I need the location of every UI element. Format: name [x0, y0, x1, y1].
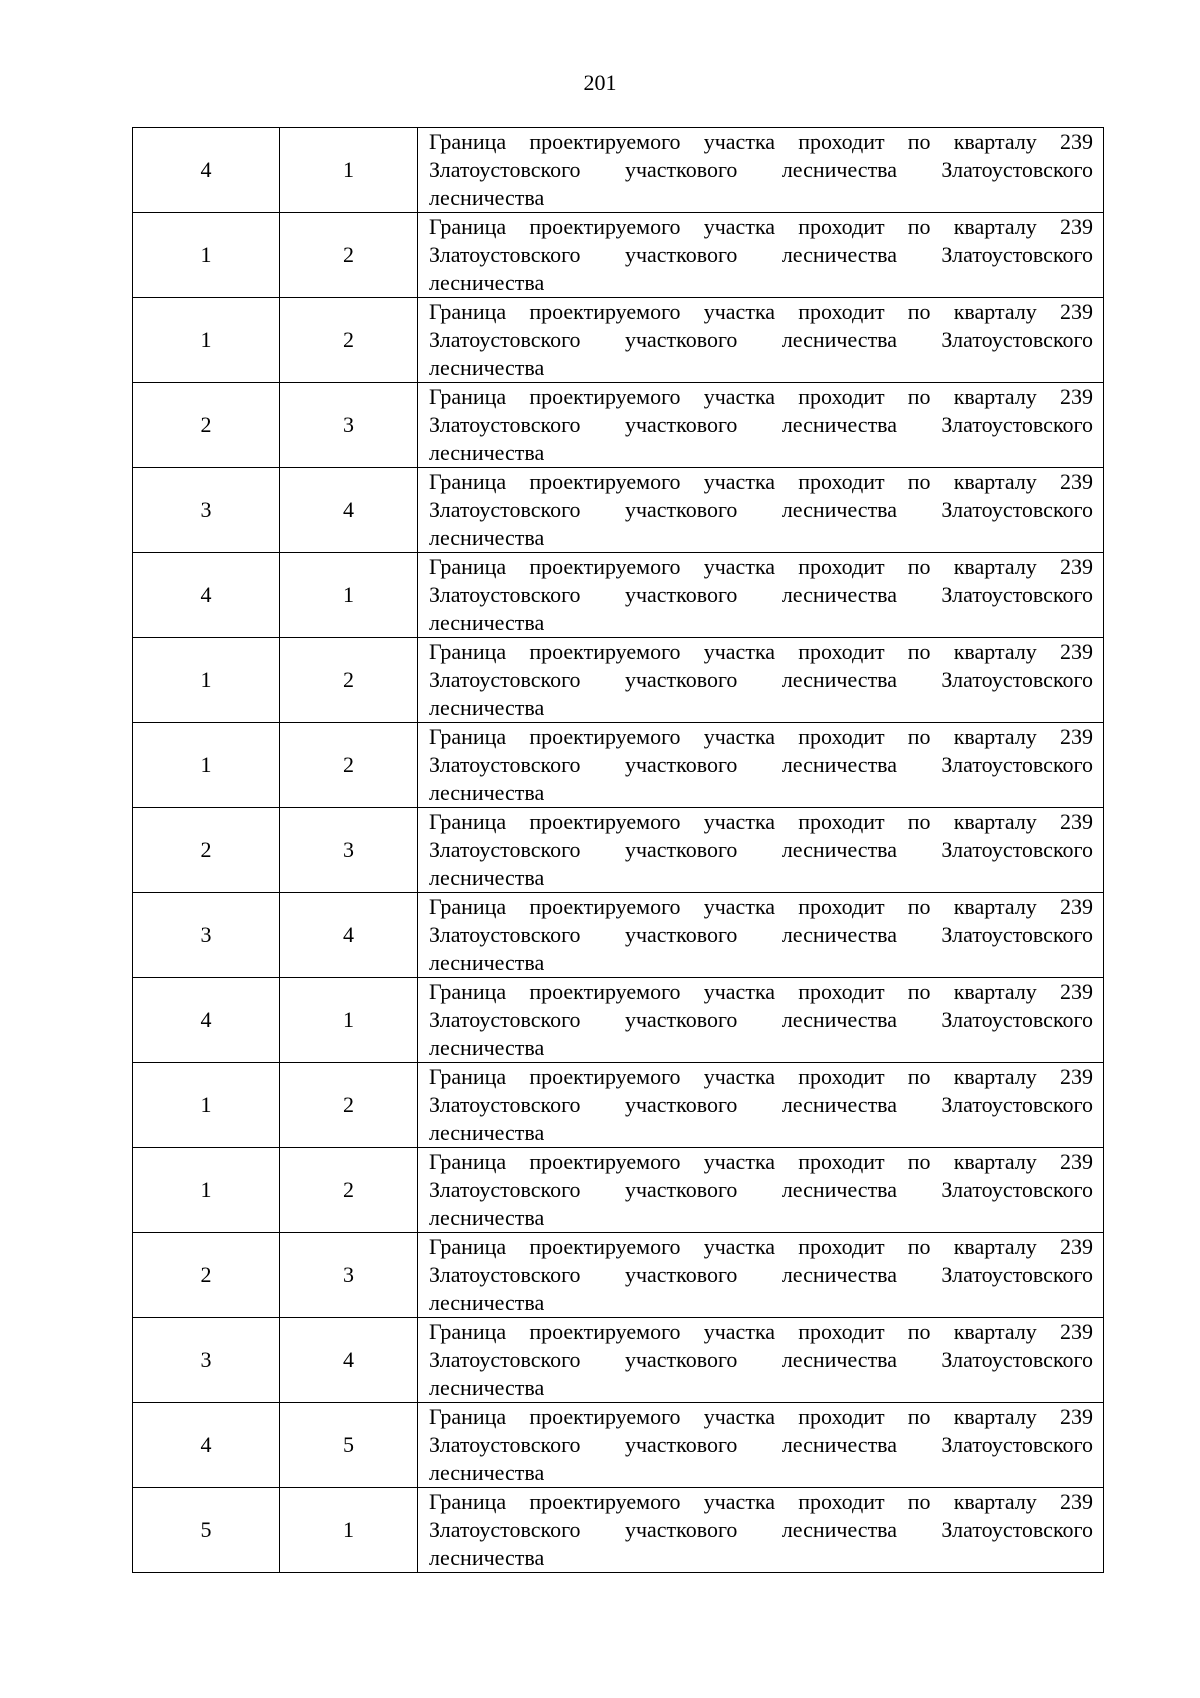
point-to-cell: 2: [280, 1148, 418, 1233]
point-to-cell: 3: [280, 808, 418, 893]
table-row: [133, 1148, 1104, 1233]
boundary-description-cell: Граница проектируемого участка проходит по кварталу 239 Златоустовского участкового лесничества Златоустовского лесничества: [418, 808, 1104, 893]
point-from-cell: 3: [133, 468, 280, 553]
point-to-cell: 4: [280, 1318, 418, 1403]
point-to-cell: 3: [280, 383, 418, 468]
point-to-cell: 2: [280, 213, 418, 298]
point-from-cell: 1: [133, 723, 280, 808]
boundary-table: [132, 127, 1104, 1573]
boundary-description-cell: Граница проектируемого участка проходит по кварталу 239 Златоустовского участкового лесничества Златоустовского лесничества: [418, 298, 1104, 383]
boundary-description-cell: Граница проектируемого участка проходит по кварталу 239 Златоустовского участкового лесничества Златоустовского лесничества: [418, 383, 1104, 468]
point-from-cell: 4: [133, 978, 280, 1063]
table-row: [133, 468, 1104, 553]
point-from-cell: 5: [133, 1488, 280, 1573]
point-from-cell: 4: [133, 128, 280, 213]
boundary-table-body: [133, 128, 1104, 1573]
point-from-cell: 1: [133, 1063, 280, 1148]
point-from-cell: 3: [133, 893, 280, 978]
boundary-description-cell: Граница проектируемого участка проходит по кварталу 239 Златоустовского участкового лесничества Златоустовского лесничества: [418, 1488, 1104, 1573]
point-to-cell: 1: [280, 553, 418, 638]
table-row: [133, 553, 1104, 638]
point-from-cell: 1: [133, 213, 280, 298]
point-to-cell: 3: [280, 1233, 418, 1318]
point-from-cell: 1: [133, 638, 280, 723]
boundary-description-cell: Граница проектируемого участка проходит по кварталу 239 Златоустовского участкового лесничества Златоустовского лесничества: [418, 1233, 1104, 1318]
point-to-cell: 1: [280, 1488, 418, 1573]
point-from-cell: 4: [133, 1403, 280, 1488]
boundary-description-cell: Граница проектируемого участка проходит по кварталу 239 Златоустовского участкового лесничества Златоустовского лесничества: [418, 1063, 1104, 1148]
point-to-cell: 2: [280, 638, 418, 723]
table-row: [133, 808, 1104, 893]
boundary-description-cell: Граница проектируемого участка проходит по кварталу 239 Златоустовского участкового лесничества Златоустовского лесничества: [418, 213, 1104, 298]
point-to-cell: 4: [280, 468, 418, 553]
point-from-cell: 2: [133, 1233, 280, 1318]
point-to-cell: 2: [280, 1063, 418, 1148]
boundary-description-cell: Граница проектируемого участка проходит по кварталу 239 Златоустовского участкового лесничества Златоустовского лесничества: [418, 893, 1104, 978]
point-from-cell: 1: [133, 298, 280, 383]
table-row: [133, 978, 1104, 1063]
table-row: [133, 638, 1104, 723]
boundary-description-cell: Граница проектируемого участка проходит по кварталу 239 Златоустовского участкового лесничества Златоустовского лесничества: [418, 1403, 1104, 1488]
point-from-cell: 4: [133, 553, 280, 638]
point-to-cell: 2: [280, 298, 418, 383]
point-to-cell: 2: [280, 723, 418, 808]
point-to-cell: 1: [280, 978, 418, 1063]
table-row: [133, 1063, 1104, 1148]
table-row: [133, 893, 1104, 978]
table-row: [133, 1318, 1104, 1403]
table-row: [133, 1403, 1104, 1488]
point-from-cell: 3: [133, 1318, 280, 1403]
point-from-cell: 2: [133, 808, 280, 893]
table-row: [133, 723, 1104, 808]
point-to-cell: 1: [280, 128, 418, 213]
boundary-description-cell: Граница проектируемого участка проходит по кварталу 239 Златоустовского участкового лесничества Златоустовского лесничества: [418, 1318, 1104, 1403]
boundary-description-cell: Граница проектируемого участка проходит по кварталу 239 Златоустовского участкового лесничества Златоустовского лесничества: [418, 553, 1104, 638]
page-number: 201: [583, 70, 617, 95]
table-row: [133, 298, 1104, 383]
boundary-description-cell: Граница проектируемого участка проходит по кварталу 239 Златоустовского участкового лесничества Златоустовского лесничества: [418, 723, 1104, 808]
point-from-cell: 1: [133, 1148, 280, 1233]
table-row: [133, 213, 1104, 298]
table-row: [133, 128, 1104, 213]
table-row: [133, 1233, 1104, 1318]
boundary-description-cell: Граница проектируемого участка проходит по кварталу 239 Златоустовского участкового лесничества Златоустовского лесничества: [418, 468, 1104, 553]
boundary-description-cell: Граница проектируемого участка проходит по кварталу 239 Златоустовского участкового лесничества Златоустовского лесничества: [418, 128, 1104, 213]
table-row: [133, 383, 1104, 468]
boundary-description-cell: Граница проектируемого участка проходит по кварталу 239 Златоустовского участкового лесничества Златоустовского лесничества: [418, 1148, 1104, 1233]
boundary-description-cell: Граница проектируемого участка проходит по кварталу 239 Златоустовского участкового лесничества Златоустовского лесничества: [418, 638, 1104, 723]
boundary-description-cell: Граница проектируемого участка проходит по кварталу 239 Златоустовского участкового лесничества Златоустовского лесничества: [418, 978, 1104, 1063]
table-row: [133, 1488, 1104, 1573]
point-from-cell: 2: [133, 383, 280, 468]
point-to-cell: 5: [280, 1403, 418, 1488]
point-to-cell: 4: [280, 893, 418, 978]
